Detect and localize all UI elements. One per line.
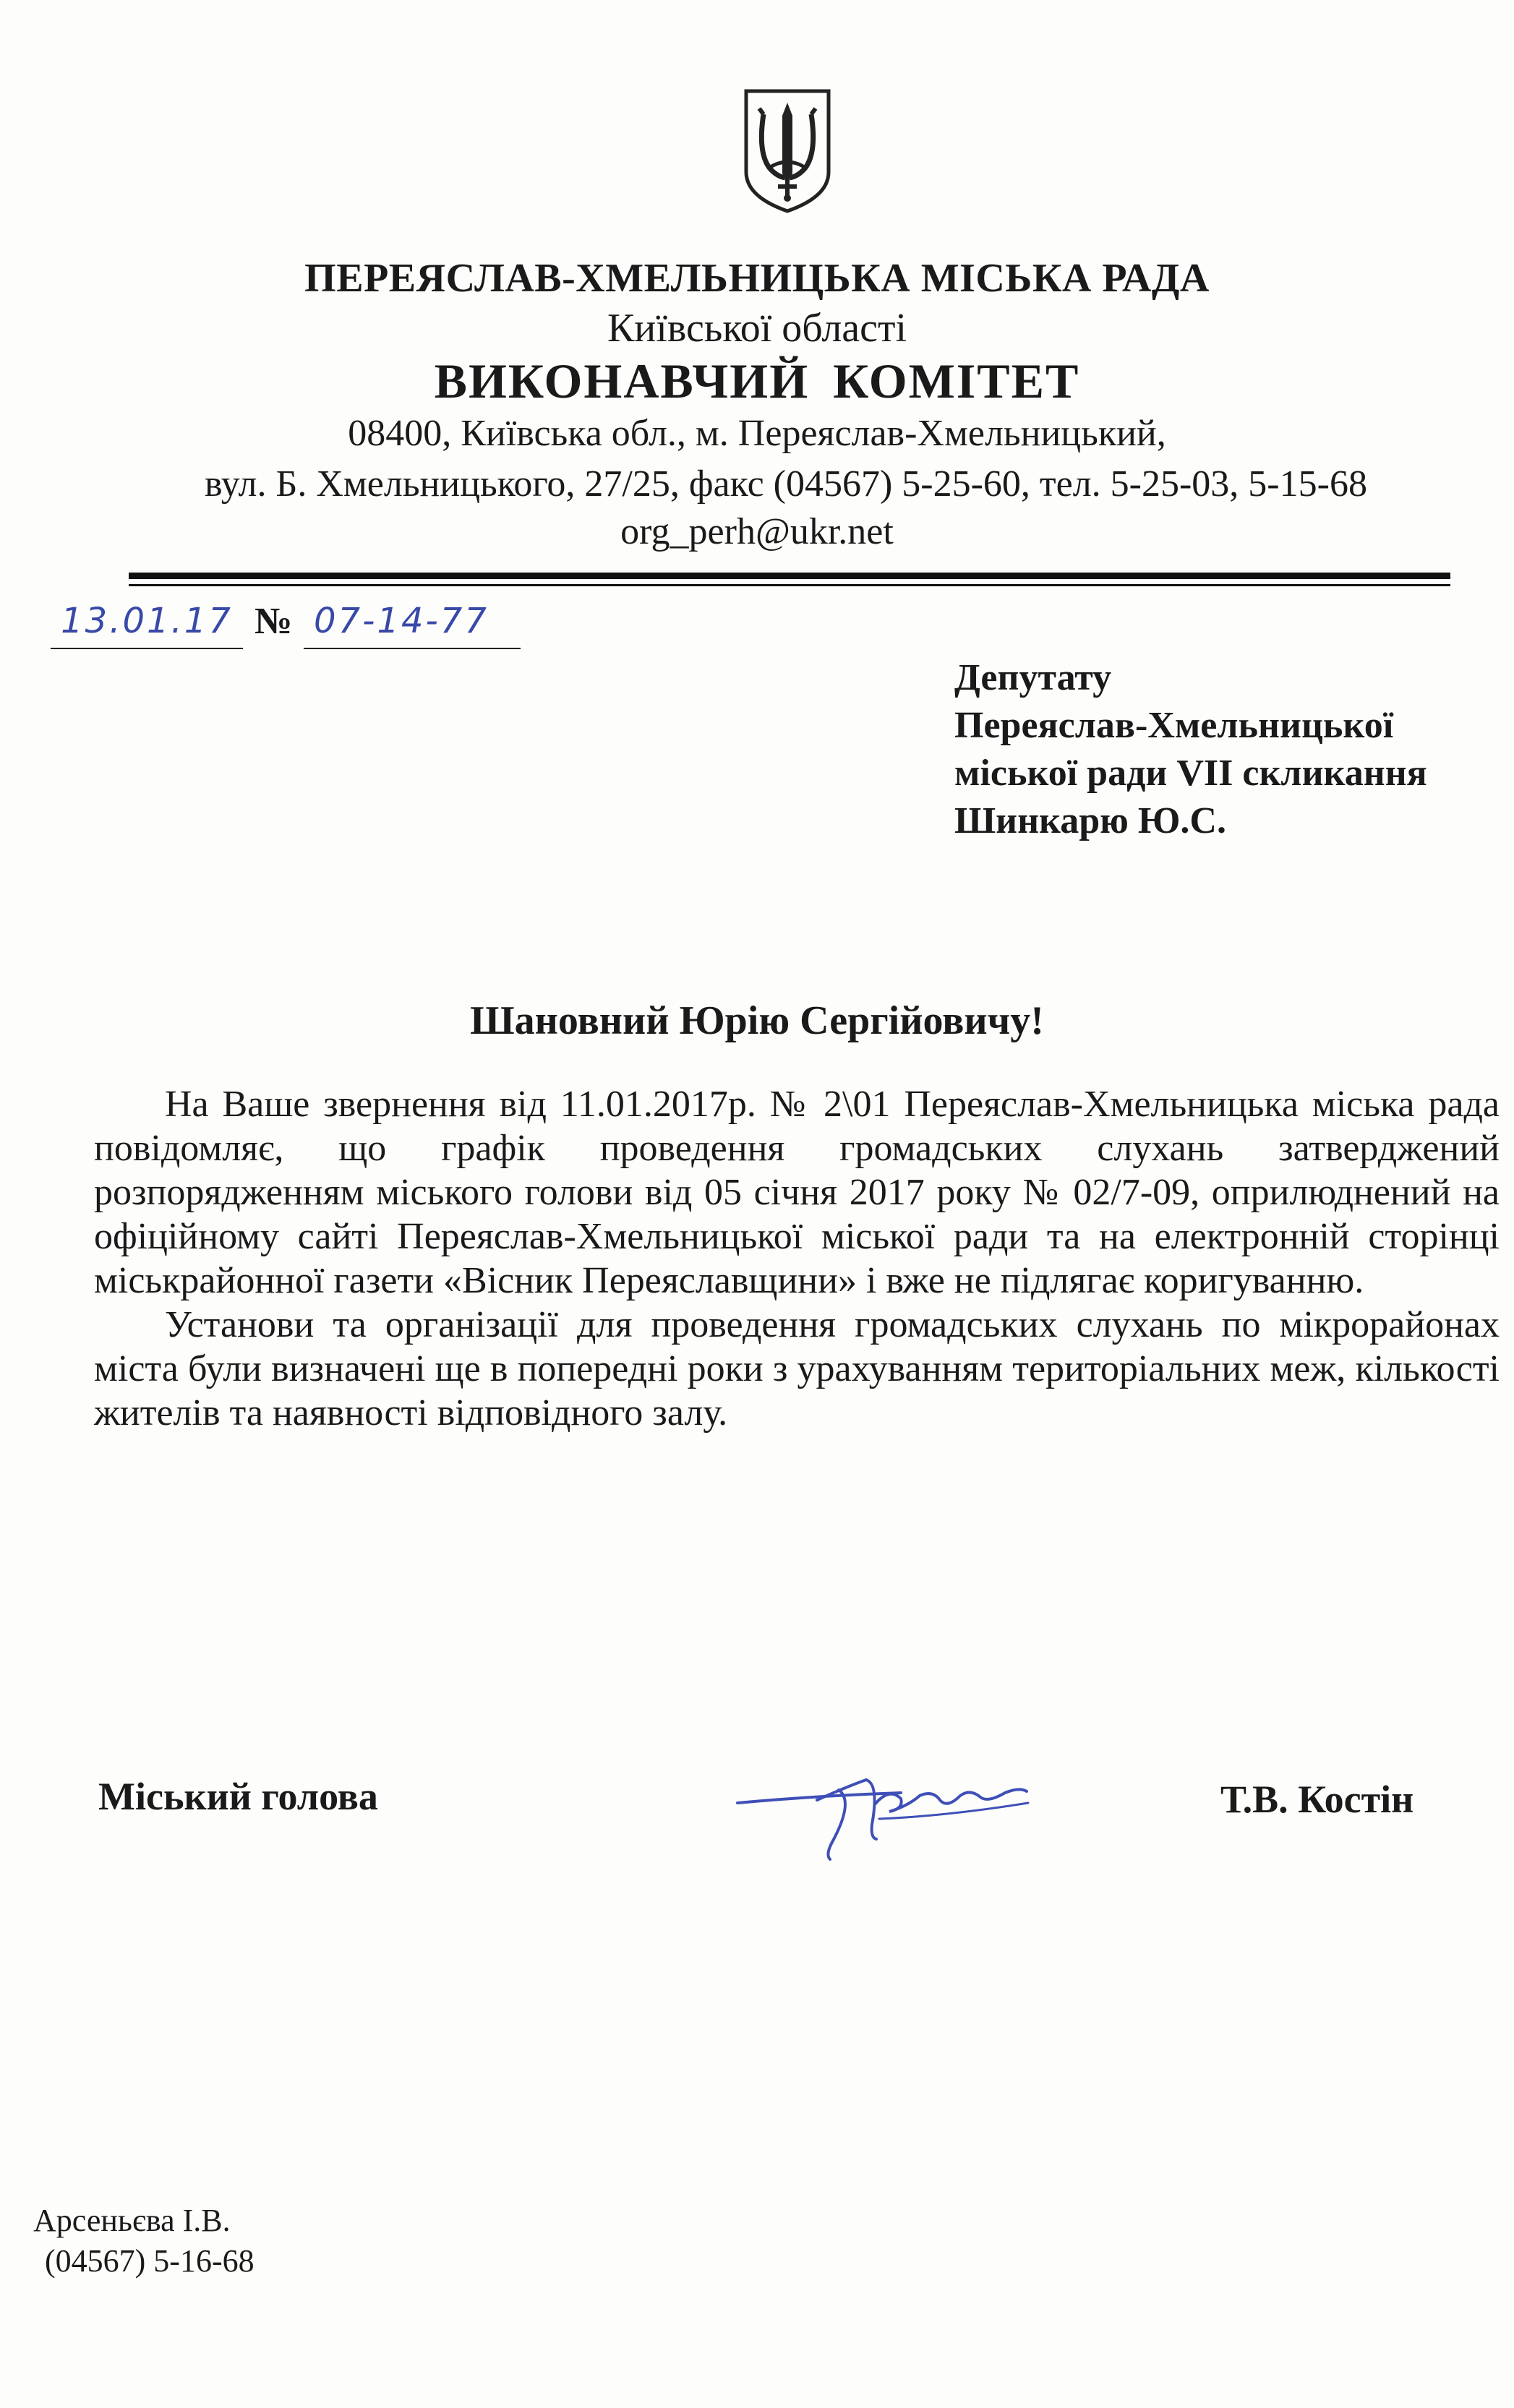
committee-name: ВИКОНАВЧИЙ КОМІТЕТ [434,354,1080,408]
addressee-line: Шинкарю Ю.С. [954,800,1226,841]
registration-number: 07-14-77 [304,594,521,649]
handwritten-signature [730,1758,1034,1874]
number-sign: № [255,601,293,642]
email-address: org_perh@ukr.net [620,511,894,552]
trident-coat-of-arms-icon [742,87,833,215]
body-paragraph: На Ваше звернення від 11.01.2017р. № 2\01 Переяслав-Хмельницька міська рада повідомляє, що графік проведення громадських слухань затверджений розпорядженням міського голови від 05 січня 2017 року № 02/7-09, оприлюднений на офіційному сайті Переяслав-Хмельницької міської ради та на електронній сторінці міськрайонної газети «Вісник Переяславщини» і вже не підлягає коригуванню. [94,1084,1500,1301]
salutation: Шановний Юрію Сергійовичу! [470,998,1044,1043]
executor-name: Арсеньєва І.В. [33,2203,231,2238]
region-name: Київської області [607,306,907,351]
header-divider-thick [129,573,1450,579]
registration-line [51,594,528,652]
signatory-name: Т.В. Костін [1220,1778,1414,1821]
executor-footer [33,2201,255,2281]
addressee-line: Депутату [954,657,1112,698]
addressee-line: міської ради VII скликання [954,753,1427,794]
organization-name: ПЕРЕЯСЛАВ-ХМЕЛЬНИЦЬКА МІСЬКА РАДА [304,256,1210,301]
body-paragraph: Установи та організації для проведення громадських слухань по мікрорайонах міста були визначені ще в попередні роки з урахуванням територіальних меж, кількості жителів та наявності відповідного залу. [94,1304,1500,1434]
address-line-2: вул. Б. Хмельницького, 27/25, факс (04567) 5-25-60, тел. 5-25-03, 5-15-68 [205,463,1367,505]
letter-body [94,1082,1500,1435]
addressee-line: Переяслав-Хмельницької [954,705,1394,746]
address-line-1: 08400, Київська обл., м. Переяслав-Хмельницький, [348,413,1166,454]
registration-date: 13.01.17 [51,594,243,649]
addressee-block [954,654,1427,845]
executor-phone: (04567) 5-16-68 [45,2243,255,2279]
signatory-title: Міський голова [98,1775,378,1818]
header-divider-thin [129,584,1450,586]
